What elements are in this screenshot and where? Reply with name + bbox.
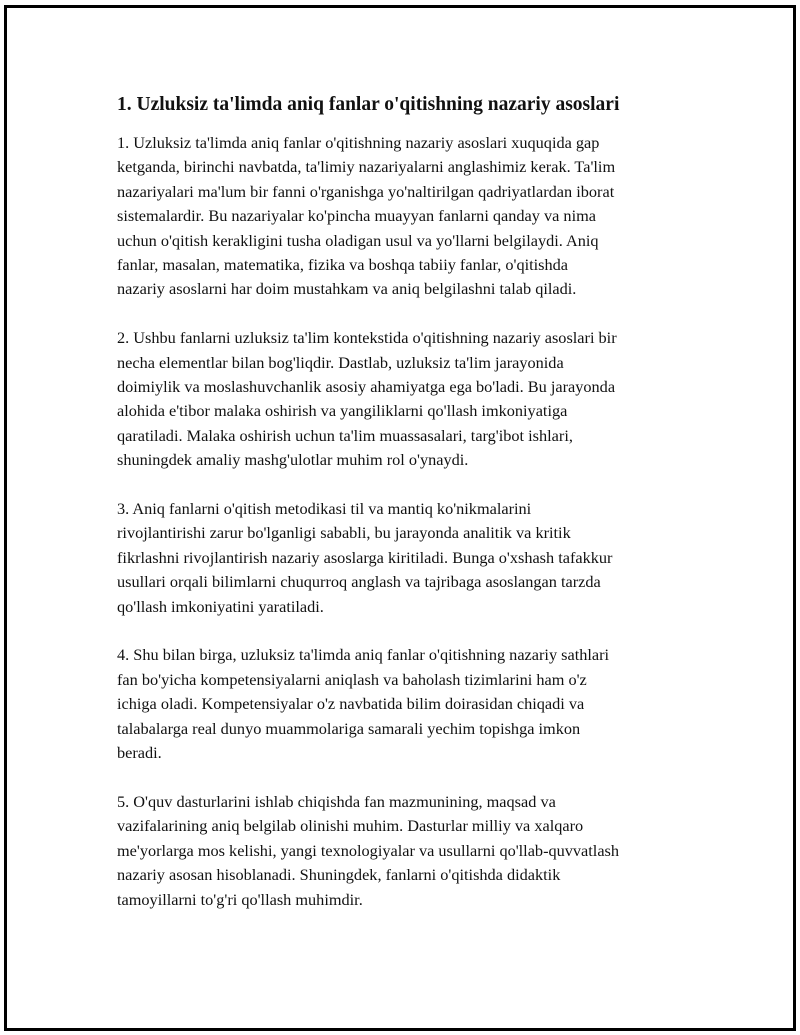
document-title: 1. Uzluksiz ta'limda aniq fanlar o'qitishning nazariy asoslari — [117, 94, 620, 115]
paragraph-4: 4. Shu bilan birga, uzluksiz ta'limda aniq fanlar o'qitishning nazariy sathlari fan bo'yicha kompetensiyalarni aniqlash va baholash tizimlarini ham o'z ichiga oladi. Kompetensiyalar o'z navbatida bilim doirasidan chiqadi va talabalarga real dunyo muammolariga samarali yechim topishga imkon beradi. — [117, 645, 610, 763]
paragraph-1: 1. Uzluksiz ta'limda aniq fanlar o'qitishning nazariy asoslari xuquqida gap ketganda, birinchi navbatda, ta'limiy nazariyalarni anglashimiz kerak. Ta'lim nazariyalari ma'lum bir fanni o'rganishga yo'naltirilgan qadriyatlardan iborat sistemalardir. Bu nazariyalar ko'pincha muayyan fanlarni qanday va nima uchun o'qitish kerakligini tusha oladigan usul va yo'llarni belgilaydi. Aniq fanlar, masalan, matematika, fizika va boshqa tabiiy fanlar, o'qitishda nazariy asoslarni har doim mustahkam va aniq belgilashni talab qiladi. — [117, 133, 616, 299]
paragraph-2: 2. Ushbu fanlarni uzluksiz ta'lim kontekstida o'qitishning nazariy asoslari bir necha elementlar bilan bog'liqdir. Dastlab, uzluksiz ta'lim jarayonida doimiylik va moslashuvchanlik asosiy ahamiyatga ega bo'ladi. Bu jarayonda alohida e'tibor malaka oshirish va yangiliklarni qo'llash imkoniyatiga qaratiladi. Malaka oshirish uchun ta'lim muassasalari, targ'ibot ishlari, shuningdek amaliy mashg'ulotlar muhim rol o'ynaydi. — [117, 328, 617, 470]
paragraph-3: 3. Aniq fanlarni o'qitish metodikasi til va mantiq ko'nikmalarini rivojlantirishi zarur bo'lganligi sababli, bu jarayonda analitik va kritik fikrlashni rivojlantirish nazariy asoslarga kiritiladi. Bunga o'xshash tafakkur usullari orqali bilimlarni chuqurroq anglash va tajribaga asoslangan tarzda qo'llash imkoniyatini yaratiladi. — [117, 499, 613, 616]
document-body — [117, 93, 692, 936]
paragraph-5: 5. O'quv dasturlarini ishlab chiqishda fan mazmunining, maqsad va vazifalarining aniq belgilab olinishi muhim. Dasturlar milliy va xalqaro me'yorlarga mos kelishi, yangi texnologiyalar va usullarni qo'llab-quvvatlash nazariy asosan hisoblanadi. Shuningdek, fanlarni o'qitishda didaktik tamoyillarni to'g'ri qo'llash muhimdir. — [117, 791, 620, 909]
